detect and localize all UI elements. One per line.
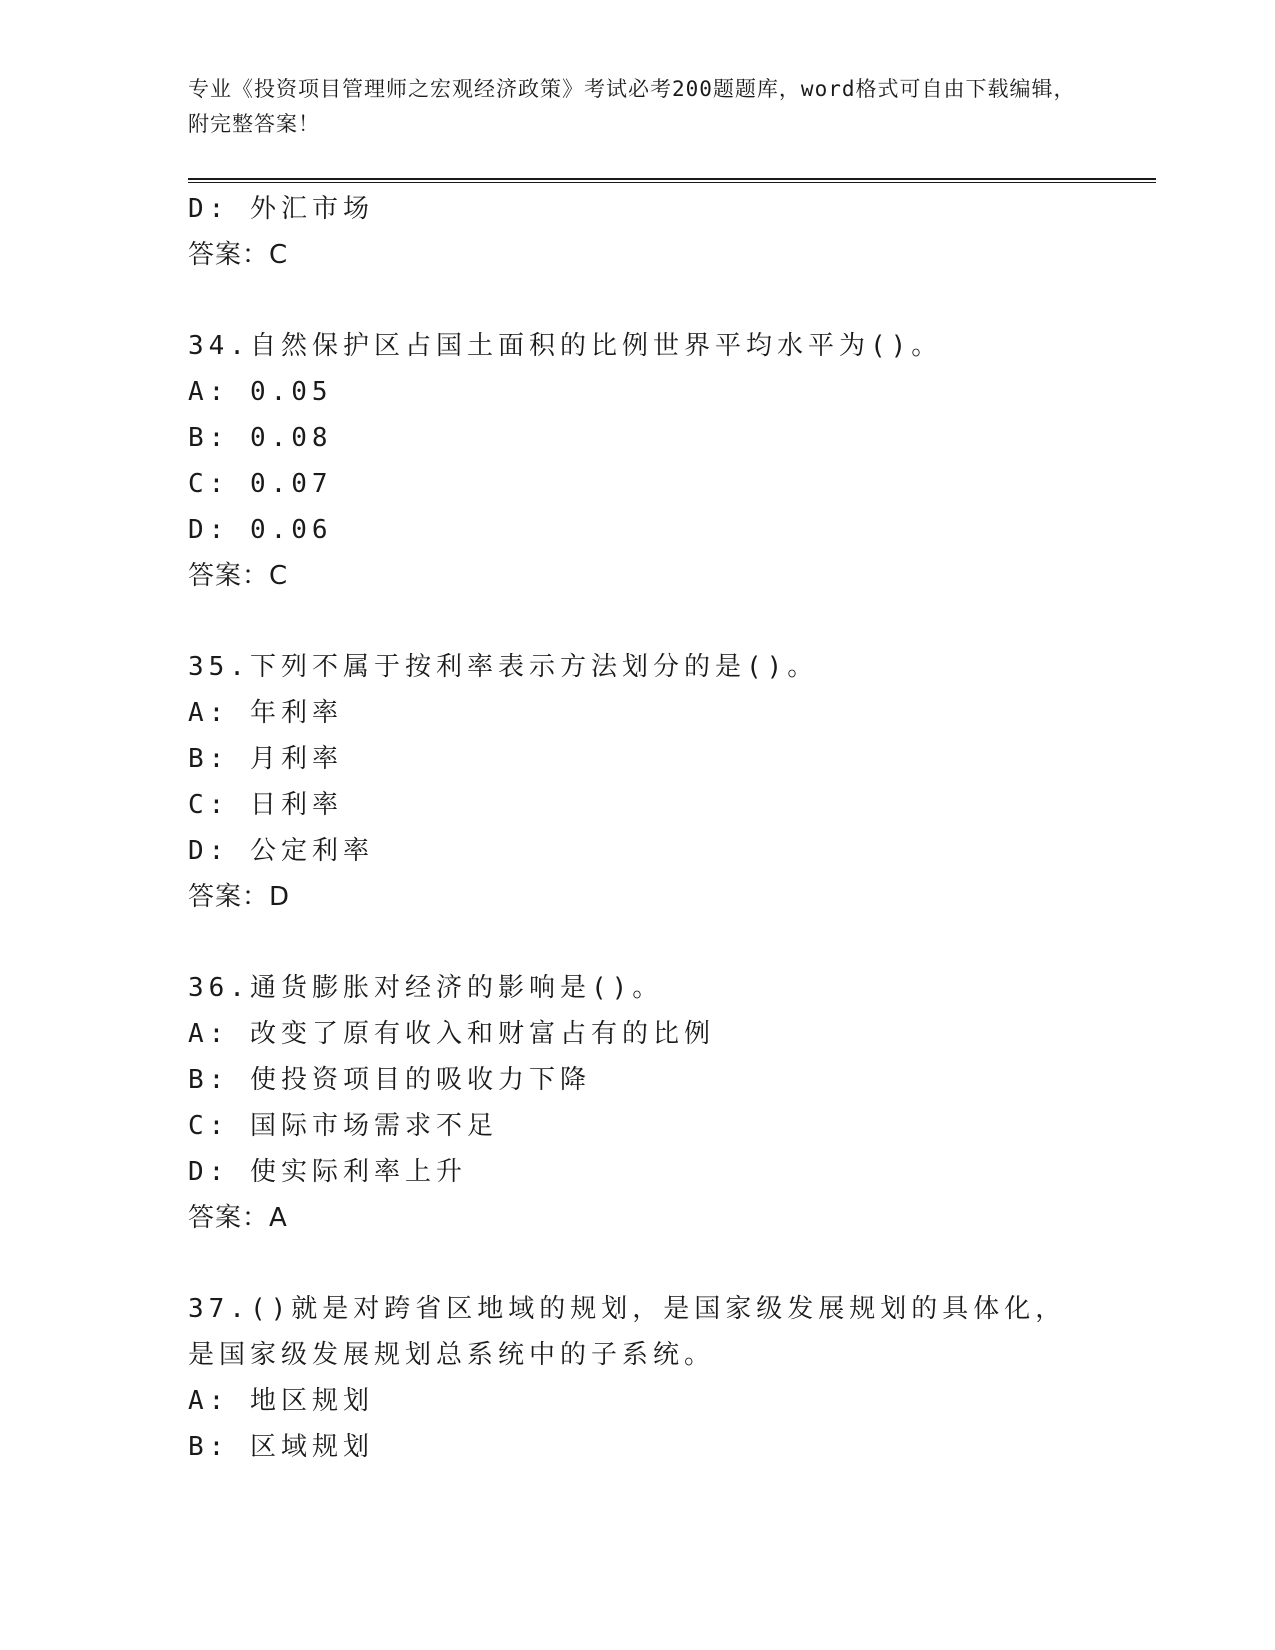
question-stem: 34.自然保护区占国土面积的比例世界平均水平为()。 bbox=[188, 331, 943, 361]
question-34 bbox=[188, 323, 1156, 599]
answer-line: 答案：A bbox=[188, 1203, 288, 1233]
option-b: B: 区域规划 bbox=[188, 1432, 374, 1462]
question-36 bbox=[188, 965, 1156, 1241]
question-stem: 36.通货膨胀对经济的影响是()。 bbox=[188, 973, 664, 1003]
option-a: A: 改变了原有收入和财富占有的比例 bbox=[188, 1019, 715, 1049]
header-divider bbox=[188, 178, 1156, 183]
option-a: A: 年利率 bbox=[188, 698, 343, 728]
option-a: A: 0.05 bbox=[188, 377, 333, 407]
question-stem: 35.下列不属于按利率表示方法划分的是()。 bbox=[188, 652, 819, 682]
question-stem: 37.()就是对跨省区地域的规划，是国家级发展规划的具体化，是国家级发展规划总系统中的子系统。 bbox=[188, 1294, 1067, 1370]
option-b: B: 使投资项目的吸收力下降 bbox=[188, 1065, 591, 1095]
previous-question-tail bbox=[188, 186, 1156, 278]
option-c: C: 0.07 bbox=[188, 469, 333, 499]
document-body bbox=[188, 186, 1156, 1470]
option-d: D: 外汇市场 bbox=[188, 194, 374, 224]
question-35 bbox=[188, 644, 1156, 920]
option-c: C: 国际市场需求不足 bbox=[188, 1111, 498, 1141]
option-c: C: 日利率 bbox=[188, 790, 343, 820]
question-37 bbox=[188, 1286, 1156, 1470]
option-d: D: 使实际利率上升 bbox=[188, 1157, 467, 1187]
answer-line: 答案：C bbox=[188, 240, 289, 270]
answer-line: 答案：D bbox=[188, 882, 291, 912]
option-d: D: 公定利率 bbox=[188, 836, 374, 866]
option-b: B: 0.08 bbox=[188, 423, 333, 453]
option-b: B: 月利率 bbox=[188, 744, 343, 774]
document-header: 专业《投资项目管理师之宏观经济政策》考试必考200题题库，word格式可自由下载编辑，附完整答案！ bbox=[188, 77, 1076, 136]
option-a: A: 地区规划 bbox=[188, 1386, 374, 1416]
option-d: D: 0.06 bbox=[188, 515, 333, 545]
answer-line: 答案：C bbox=[188, 561, 289, 591]
